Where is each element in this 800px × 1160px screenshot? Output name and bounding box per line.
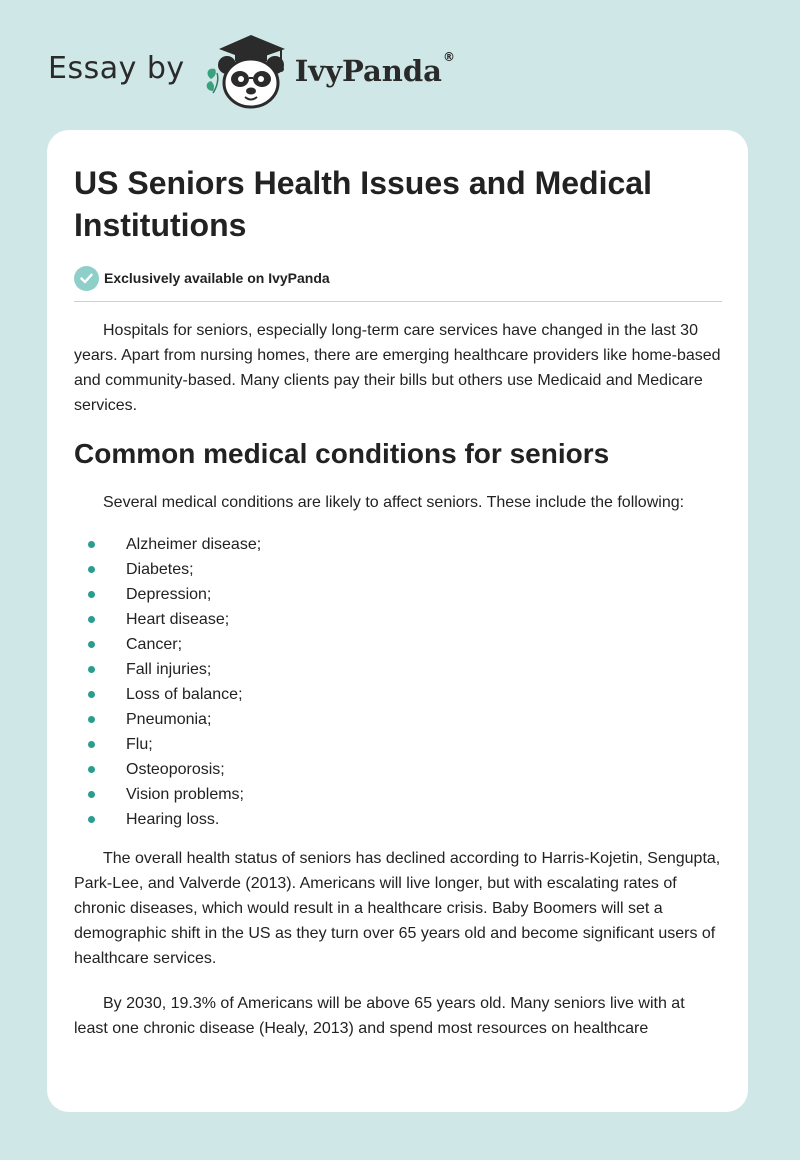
list-item: Diabetes;: [74, 557, 722, 582]
list-item: Flu;: [74, 732, 722, 757]
conditions-list: [74, 532, 722, 832]
panda-logo-icon: [201, 29, 293, 111]
section-heading: Common medical conditions for seniors: [74, 438, 610, 469]
brand-name: IvyPanda®: [294, 50, 455, 88]
exclusive-badge: [74, 265, 722, 291]
bullet-icon: [88, 541, 95, 548]
page-title: US Seniors Health Issues and Medical Institutions: [74, 165, 652, 243]
bullet-icon: [88, 591, 95, 598]
bullet-icon: [88, 766, 95, 773]
bullet-icon: [88, 666, 95, 673]
divider: [74, 301, 722, 302]
bullet-icon: [88, 566, 95, 573]
list-item: Hearing loss.: [74, 807, 722, 832]
list-item: Cancer;: [74, 632, 722, 657]
list-item: Pneumonia;: [74, 707, 722, 732]
bullet-icon: [88, 791, 95, 798]
list-intro-paragraph: Several medical conditions are likely to affect seniors. These include the following:: [103, 494, 685, 511]
bullet-icon: [88, 816, 95, 823]
list-item: Vision problems;: [74, 782, 722, 807]
bullet-icon: [88, 691, 95, 698]
brand-prefix: Essay by: [48, 50, 185, 86]
bullet-icon: [88, 641, 95, 648]
intro-paragraph: Hospitals for seniors, especially long-term care services have changed in the last 30 years. Apart from nursing homes, there are emerging healthcare providers like home-based and community-based. Many clients pay their bills but others use Medicaid and Medicare services.: [74, 322, 721, 414]
site-header-brand[interactable]: [48, 30, 455, 110]
check-icon: [74, 266, 99, 291]
list-item: Depression;: [74, 582, 722, 607]
list-item: Heart disease;: [74, 607, 722, 632]
bullet-icon: [88, 716, 95, 723]
essay-card: [47, 130, 748, 1112]
list-item: Loss of balance;: [74, 682, 722, 707]
list-item: Osteoporosis;: [74, 757, 722, 782]
bullet-icon: [88, 741, 95, 748]
body-paragraph: The overall health status of seniors has declined according to Harris-Kojetin, Sengupta, Park-Lee, and Valverde (2013). Americans will live longer, but with escalating rates of chronic diseases, which would result in a healthcare crisis. Baby Boomers will set a demographic shift in the US as they turn over 65 years old and become significant users of healthcare services.: [74, 850, 721, 967]
exclusive-label: Exclusively available on IvyPanda: [104, 270, 330, 286]
body-paragraph: By 2030, 19.3% of Americans will be above 65 years old. Many seniors live with at least one chronic disease (Healy, 2013) and spend most resources on healthcare: [74, 995, 685, 1037]
bullet-icon: [88, 616, 95, 623]
list-item: Fall injuries;: [74, 657, 722, 682]
list-item: Alzheimer disease;: [74, 532, 722, 557]
